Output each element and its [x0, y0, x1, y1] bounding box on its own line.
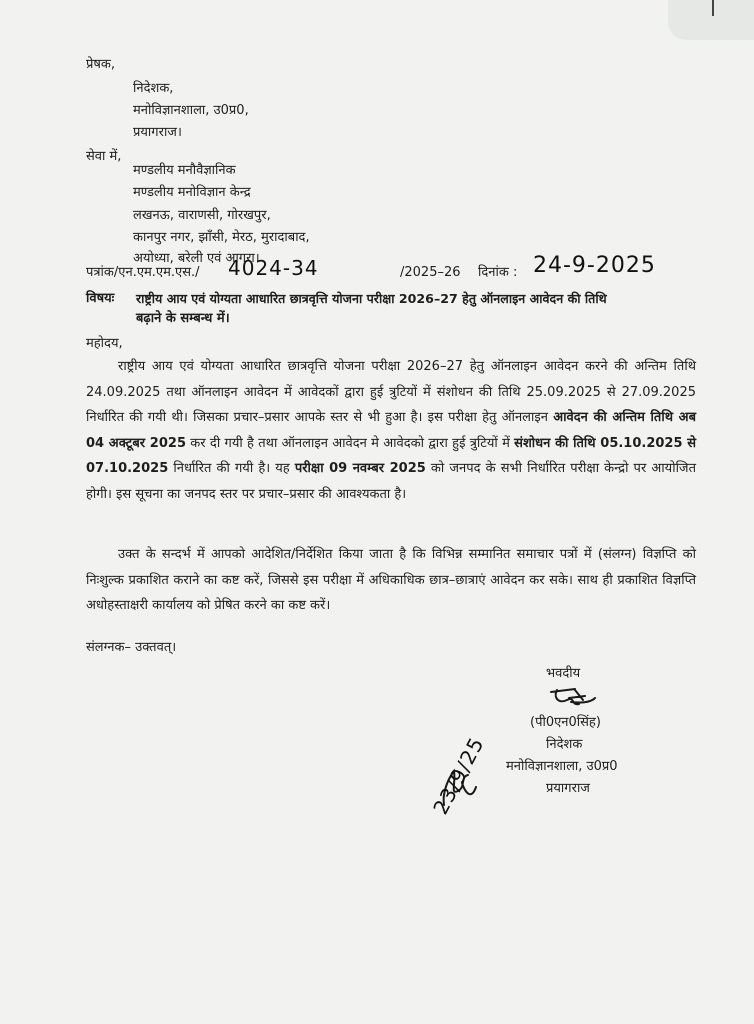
recipient-label: सेवा में, — [86, 149, 122, 164]
closing: भवदीय — [546, 666, 581, 681]
recipient-line: अयोध्या, बरेली एवं आगरा। — [133, 251, 260, 266]
recipient-line: लखनऊ, वाराणसी, गोरखपुर, — [133, 208, 271, 223]
patrank-handwritten: 4024-34 — [228, 256, 319, 280]
patrank-label: पत्रांक/एन.एम.एम.एस./ — [86, 265, 200, 280]
signatory-designation: निदेशक — [546, 737, 583, 752]
page-fold-corner — [668, 0, 754, 40]
signatory-office: मनोविज्ञानशाला, उ0प्र0 — [506, 759, 618, 774]
recipient-line: मण्डलीय मनौवैज्ञानिक — [133, 163, 236, 178]
highlight-exam-date: परीक्षा 09 नवम्बर 2025 — [294, 461, 426, 476]
sender-city: प्रयागराज। — [133, 125, 182, 140]
salutation: महोदय, — [86, 336, 123, 351]
highlight-last-date: आवेदन की अन्तिम तिथि अब 04 अक्टूबर 2025 — [86, 410, 696, 451]
recipient-line: मण्डलीय मनोविज्ञान केन्द्र — [133, 185, 251, 200]
signatory-city: प्रयागराज — [546, 781, 590, 796]
reference-year: /2025–26 — [400, 265, 461, 280]
subject-line-1: राष्ट्रीय आय एवं योग्यता आधारित छात्रवृत्ति योजना परीक्षा 2026–27 हेतु ऑनलाइन आवेदन की तिथि — [136, 291, 607, 306]
signature-mark — [545, 684, 605, 710]
body-paragraph-1: राष्ट्रीय आय एवं योग्यता आधारित छात्रवृत्ति योजना परीक्षा 2026–27 हेतु ऑनलाइन आवेदन करने की अन्तिम तिथि 24.09.2025 तथा ऑनलाइन आवेदन में आवेदकों द्वारा हुई त्रुटियों में संशोधन की तिथि 25.09.2025 से 27.09.2025 निर्धारित की गयी थी। जिसका प्रचार–प्रसार आपके स्तर से भी हुआ है। इस परीक्षा हेतु ऑनलाइन आवेदन की अन्तिम तिथि अब 04 अक्टूबर 2025 कर दी गयी है तथा ऑनलाइन आवेदन मे आवेदको द्वारा हुई त्रुटियों में संशोधन की तिथि 05.10.2025 से 07.10.2025 निर्धारित की गयी है। यह परीक्षा 09 नवम्बर 2025 को जनपद के सभी निर्धारित परीक्षा केन्द्रो पर आयोजित होगी। इस सूचना का जनपद स्तर पर प्रचार–प्रसार की आवश्यकता है। — [86, 359, 696, 502]
subject-line-2: बढ़ाने के सम्बन्ध में। — [136, 311, 230, 326]
body-paragraph-2: उक्त के सन्दर्भ में आपको आदेशित/निर्देशित किया जाता है कि विभिन्न सम्मानित समाचार पत्रों में (संलग्न) विज्ञप्ति को निःशुल्क प्रकाशित कराने का कष्ट करें, जिससे इस परीक्षा में अधिकाधिक छात्र–छात्राएं आवेदन कर सके। साथ ही प्रकाशित विज्ञप्ति अधोहस्ताक्षरी कार्यालय को प्रेषित करने का कष्ट करें। — [86, 547, 696, 613]
sender-designation: निदेशक, — [133, 81, 174, 96]
sender-office: मनोविज्ञानशाला, उ0प्र0, — [133, 103, 249, 118]
sender-label: प्रेषक, — [86, 57, 116, 72]
signatory-name: (पी0एन0सिंह) — [530, 715, 601, 730]
recipient-line: कानपुर नगर, झाँसी, मेरठ, मुरादाबाद, — [133, 230, 310, 245]
date-handwritten: 24-9-2025 — [533, 253, 656, 278]
highlight-correction-date: संशोधन की तिथि 05.10.2025 से 07.10.2025 — [86, 435, 696, 476]
handwritten-date-note: 23/9/25 — [428, 732, 489, 819]
enclosure-note: संलग्नक– उक्तवत्। — [86, 640, 177, 655]
date-label: दिनांक : — [478, 265, 518, 280]
subject-label: विषयः — [86, 291, 115, 306]
